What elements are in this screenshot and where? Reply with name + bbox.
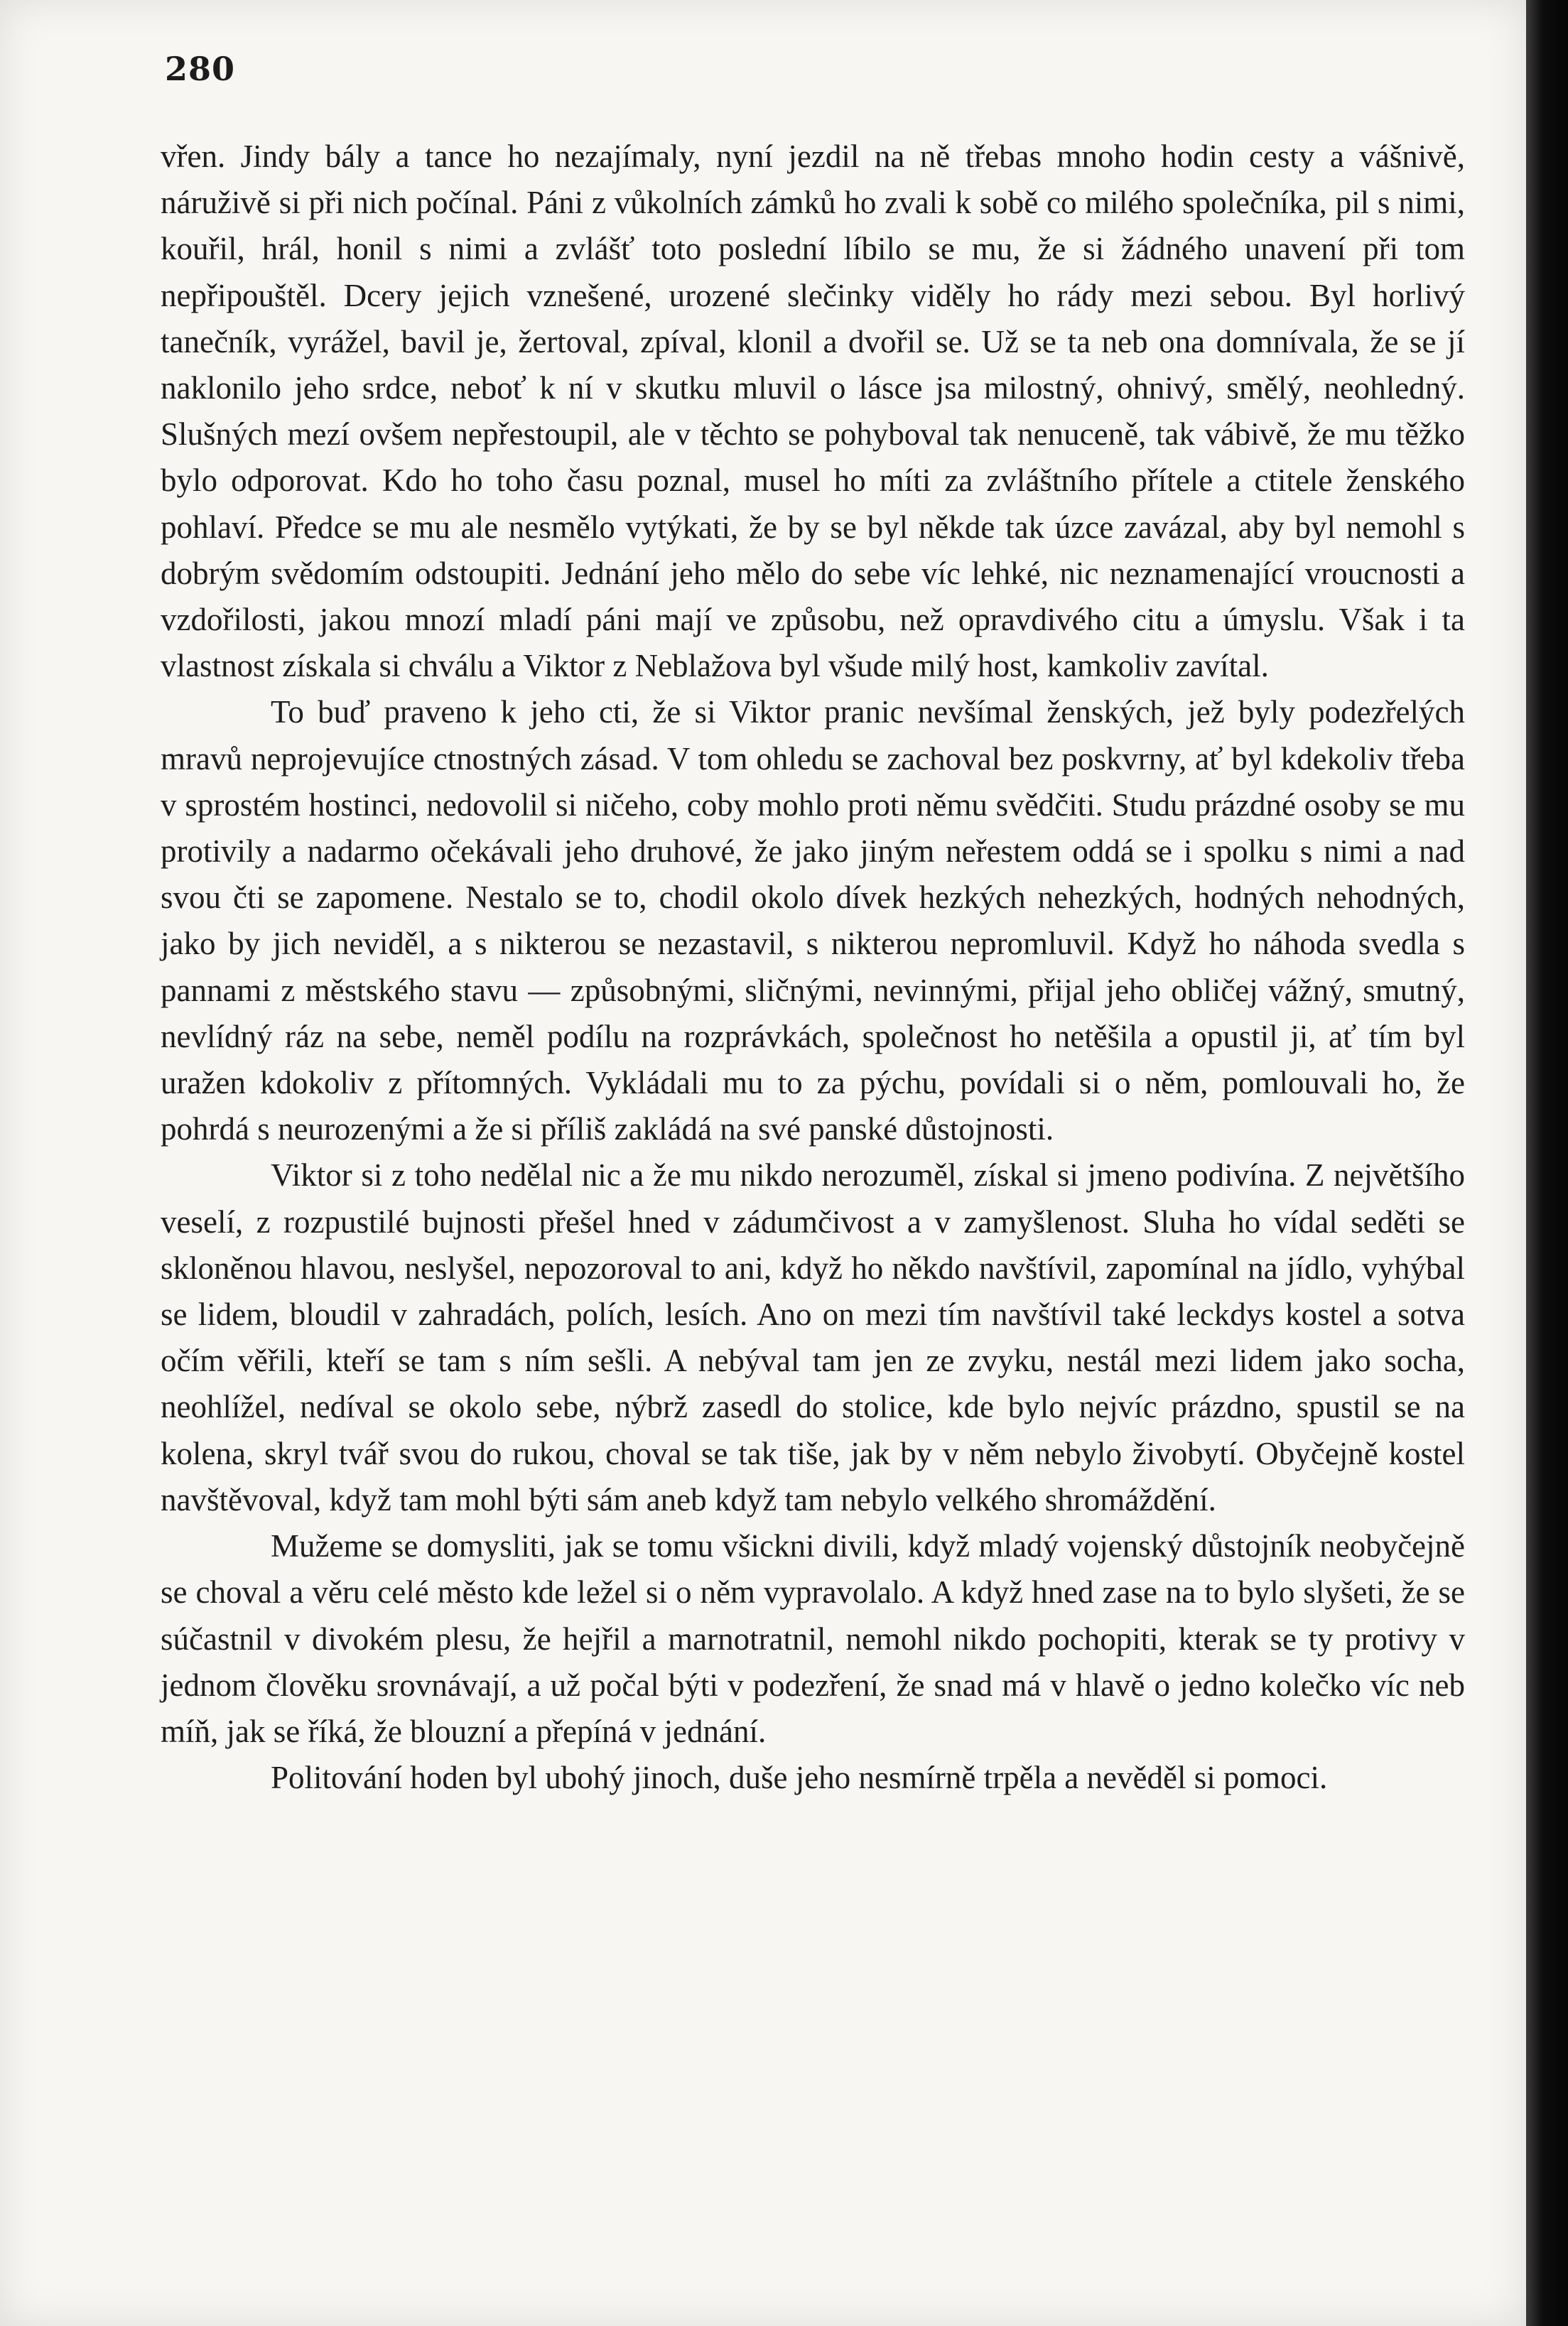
- paragraph-4: Mužeme se domysliti, jak se tomu všickni divili, když mladý vojenský důstojník neobyčejně se choval a věru celé město kde ležel si o něm vypravolalo. A když hned zase na to bylo slyšeti, že se súčastnil v divokém plesu, že hejřil a marnotratnil, nemohl nikdo pochopiti, kterak se ty protivy v jednom člověku srovnávají, a už počal býti v podezření, že snad má v hlavě o jedno kolečko víc neb míň, jak se říká, že blouzní a přepíná v jednání.: [161, 1528, 1465, 1749]
- paragraph-2: To buď praveno k jeho cti, že si Viktor pranic nevšímal ženských, jež byly podezřelých mravů neprojevujíce ctnostných zásad. V tom ohledu se zachoval bez poskvrny, ať byl kdekoliv třeba v sprostém hostinci, nedovolil si ničeho, coby mohlo proti němu svědčiti. Studu prázdné osoby se mu protivily a nadarmo očekávali jeho druhové, že jako jiným neřestem oddá se i spolku s nimi a nad svou čti se zapomene. Nestalo se to, chodil okolo dívek hezkých nehezkých, hodných nehodných, jako by jich neviděl, a s nikterou se nezastavil, s nikterou nepromluvil. Když ho náhoda svedla s pannami z městského stavu — způsobnými, sličnými, nevinnými, přijal jeho obličej vážný, smutný, nevlídný ráz na sebe, neměl podílu na rozprávkách, společnost ho netěšila a opustil ji, ať tím byl uražen kdokoliv z přítomných. Vykládali mu to za pýchu, povídali si o něm, pomlouvali ho, že pohrdá s neurozenými a že si příliš zakládá na své panské důstojnosti.: [161, 694, 1465, 1147]
- paragraph-3: Viktor si z toho nedělal nic a že mu nikdo nerozuměl, získal si jmeno podivína. Z největšího veselí, z rozpustilé bujnosti přešel hned v zádumčivost a v zamyšlenost. Sluha ho vídal seděti se skloněnou hlavou, neslyšel, nepozoroval to ani, když ho někdo navštívil, zapomínal na jídlo, vyhýbal se lidem, bloudil v zahradách, polích, lesích. Ano on mezi tím navštívil také leckdys kostel a sotva očím věřili, kteří se tam s ním sešli. A nebýval tam jen ze zvyku, nestál mezi lidem jako socha, neohlížel, nedíval se okolo sebe, nýbrž zasedl do stolice, kde bylo nejvíc prázdno, spustil se na kolena, skryl tvář svou do rukou, choval se tak tiše, jak by v něm nebylo živobytí. Obyčejně kostel navštěvoval, když tam mohl býti sám aneb když tam nebylo velkého shromáždění.: [161, 1157, 1465, 1518]
- paragraph-5: Politování hoden byl ubohý jinoch, duše jeho nesmírně trpěla a nevěděl si pomoci.: [271, 1760, 1328, 1796]
- body-text: [161, 134, 1465, 1801]
- page-number: 280: [165, 50, 236, 88]
- paragraph-1: vřen. Jindy bály a tance ho nezajímaly, nyní jezdil na ně třebas mnoho hodin cesty a vášnivě, náruživě si při nich počínal. Páni z vůkolních zámků ho zvali k sobě co milého společníka, pil s nimi, kouřil, hrál, honil s nimi a zvlášť toto poslední líbilo se mu, že si žádného unavení při tom nepřipouštěl. Dcery jejich vznešené, urozené slečinky viděly ho rády mezi sebou. Byl horlivý tanečník, vyrážel, bavil je, žertoval, zpíval, klonil a dvořil se. Už se ta neb ona domnívala, že se jí naklonilo jeho srdce, neboť k ní v skutku mluvil o lásce jsa milostný, ohnivý, smělý, neohledný. Slušných mezí ovšem nepřestoupil, ale v těchto se pohyboval tak nenuceně, tak vábivě, že mu těžko bylo odporovat. Kdo ho toho času poznal, musel ho míti za zvláštního přítele a ctitele ženského pohlaví. Předce se mu ale nesmělo vytýkati, že by se byl někde tak úzce zavázal, aby byl nemohl s dobrým svědomím odstoupiti. Jednání jeho mělo do sebe víc lehké, nic neznamenající vroucnosti a vzdořilosti, jakou mnozí mladí páni mají ve způsobu, než opravdivého citu a úmyslu. Však i ta vlastnost získala si chválu a Viktor z Neblažova byl všude milý host, kamkoliv zavítal.: [161, 139, 1465, 684]
- scan-dark-edge: [1526, 0, 1568, 2326]
